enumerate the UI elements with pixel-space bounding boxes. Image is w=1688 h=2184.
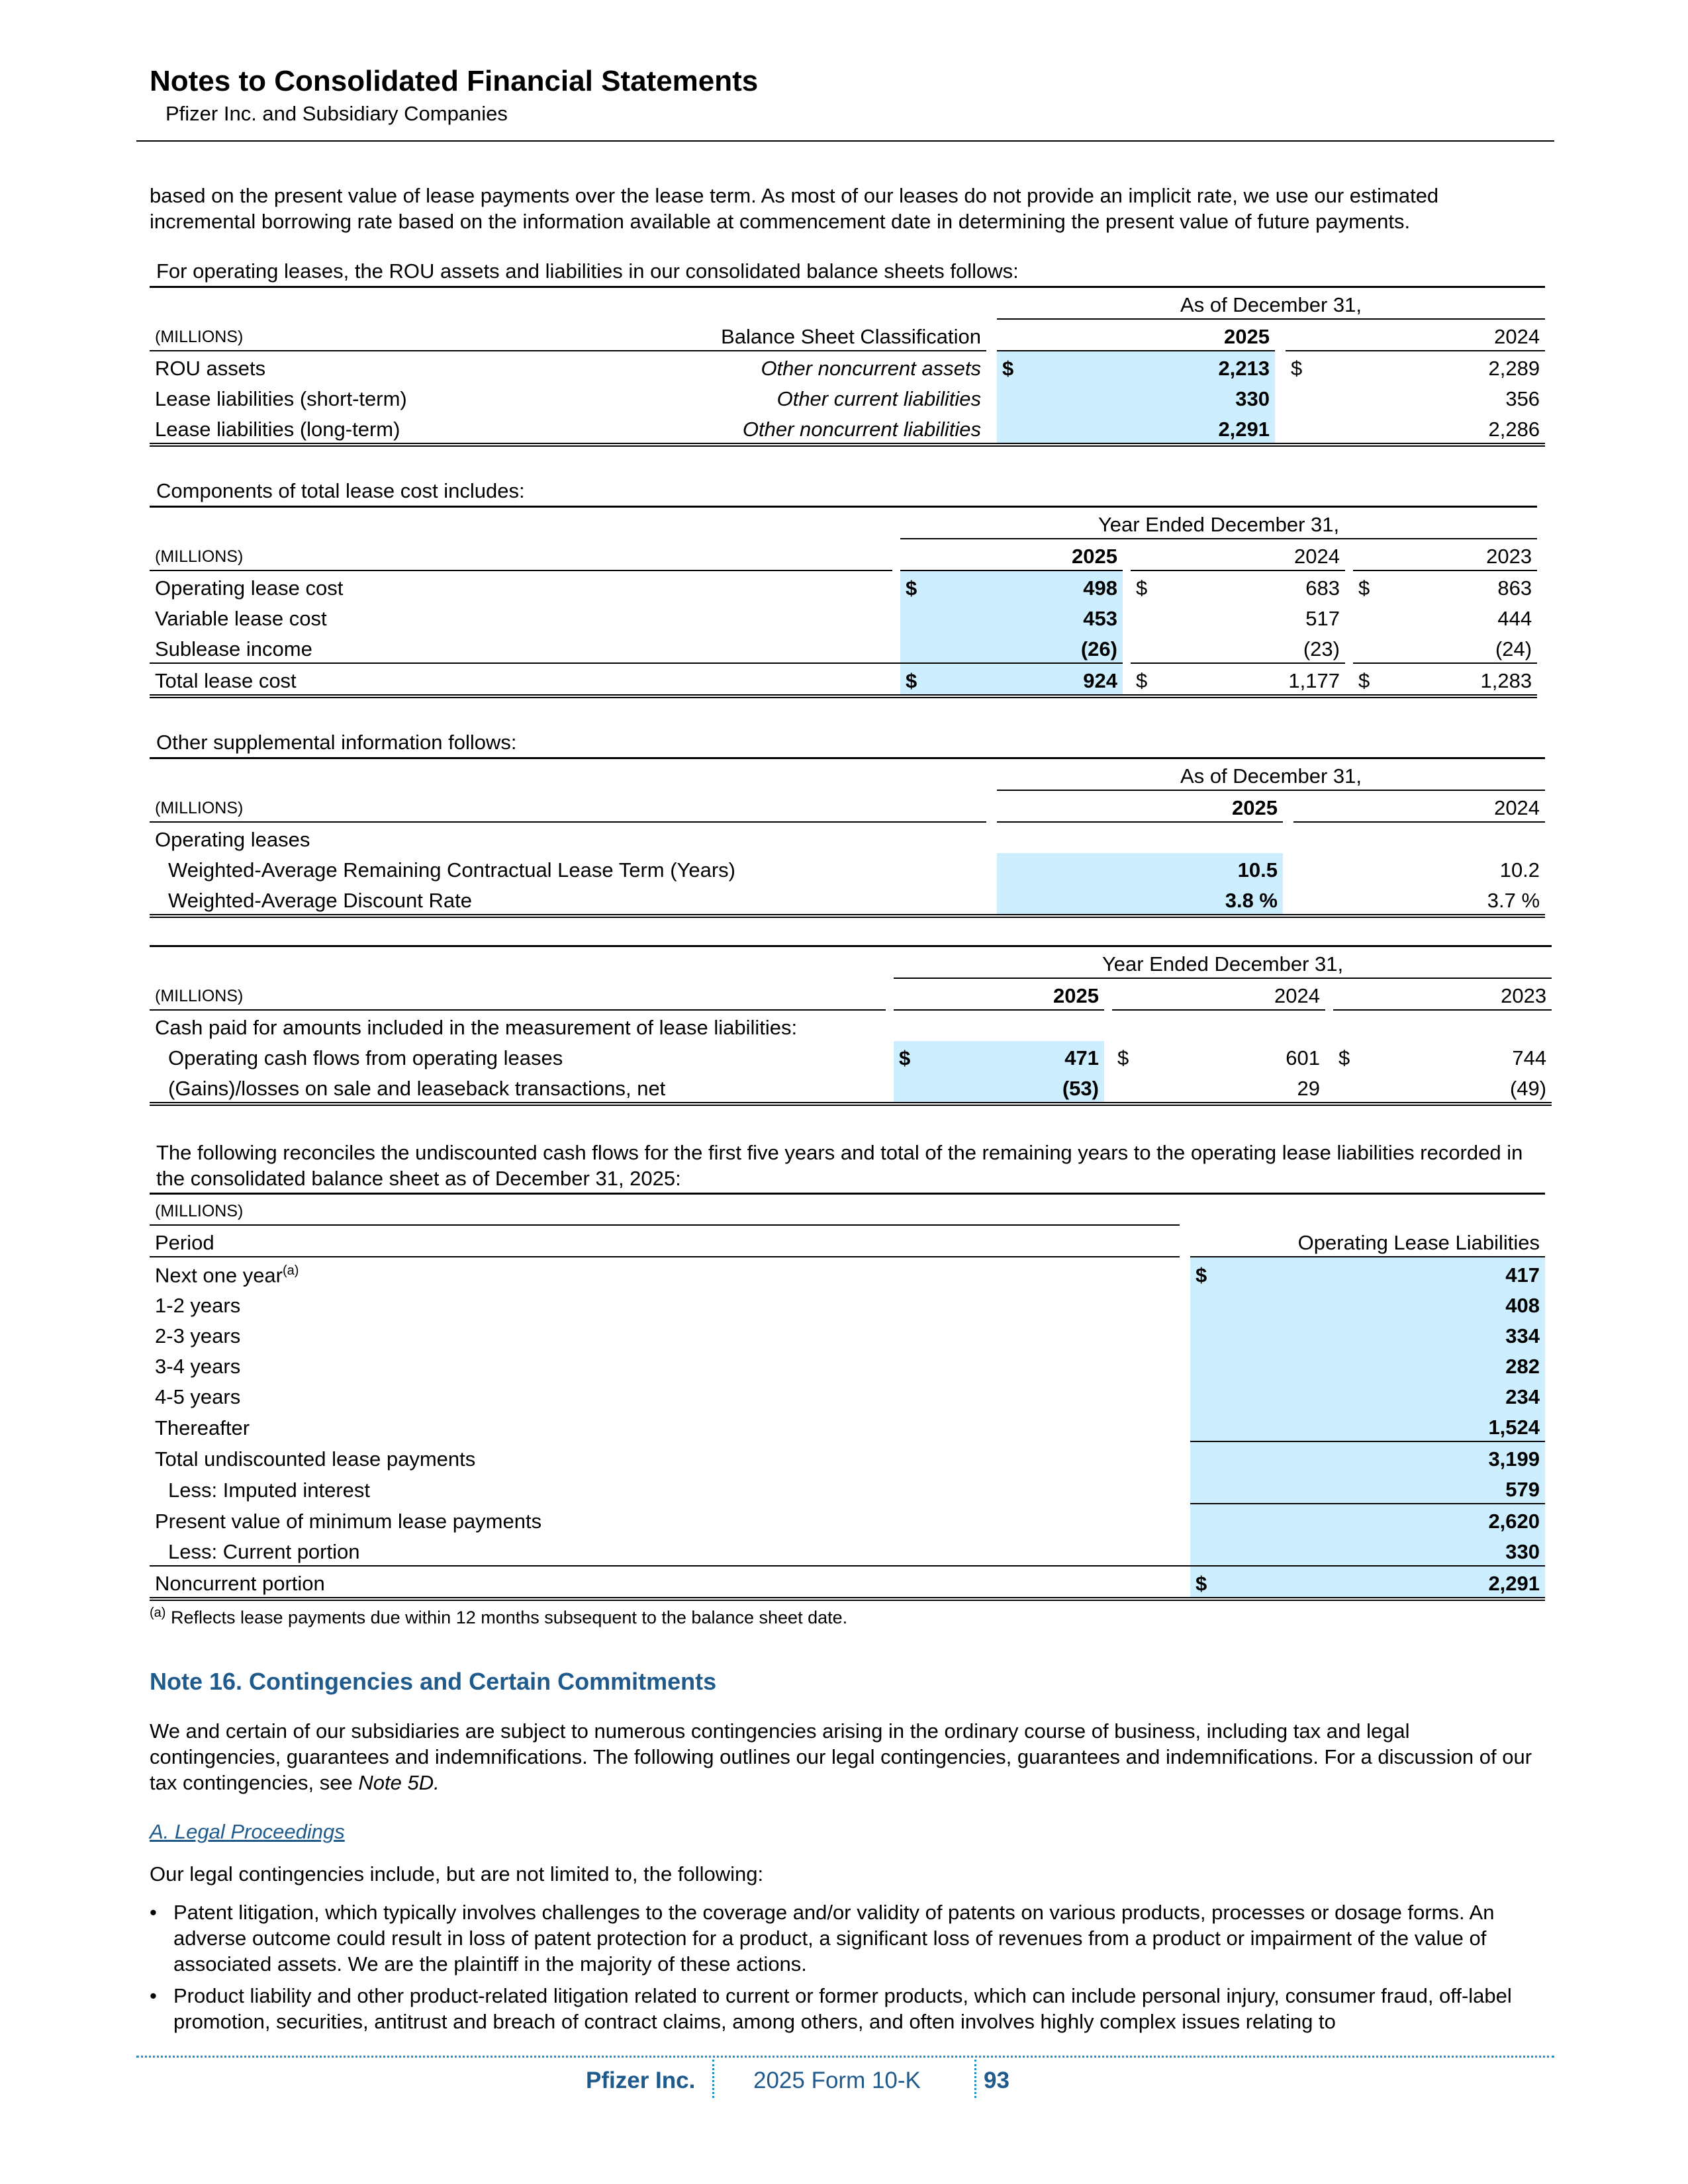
table4-millions-label: (MILLIONS) (150, 978, 886, 1010)
row-value: 3,199 (1221, 1441, 1545, 1473)
dollar-sign (1286, 412, 1316, 445)
table-row (150, 412, 1545, 445)
row-value: 579 (1221, 1473, 1545, 1504)
note16-paragraph-ref: Note 5D. (358, 1771, 440, 1794)
table1-header-row (150, 319, 1545, 351)
group-label: Operating leases (155, 828, 310, 851)
legal-proceedings-link[interactable]: A. Legal Proceedings (150, 1820, 345, 1843)
page-number: 93 (984, 2068, 1009, 2093)
row-classification: Other current liabilities (776, 387, 981, 410)
row-value: 408 (1221, 1289, 1545, 1319)
row-label: Lease liabilities (short-term) (155, 387, 407, 410)
dollar-sign: $ (1358, 669, 1370, 692)
dollar-sign: $ (1117, 1046, 1129, 1069)
table3-header-row (150, 790, 1545, 822)
footnote-marker: (a) (150, 1606, 166, 1620)
row-label: Noncurrent portion (150, 1566, 1180, 1599)
table-row (150, 382, 1545, 412)
table-row (150, 1289, 1545, 1319)
page-title: Notes to Consolidated Financial Statements (150, 65, 759, 97)
value-2023: 444 (1497, 607, 1532, 630)
value-2025: 2,213 (1027, 351, 1275, 382)
value-2023: 863 (1497, 576, 1532, 600)
row-label: Variable lease cost (155, 607, 327, 630)
dollar-sign (1286, 382, 1316, 412)
page-subtitle: Pfizer Inc. and Subsidiary Companies (165, 102, 508, 125)
footnote-text: Reflects lease payments due within 12 months subsequent to the balance sheet date. (170, 1608, 848, 1627)
row-label: Thereafter (155, 1416, 250, 1440)
table5-footnote (150, 1606, 847, 1628)
dollar-sign (997, 382, 1027, 412)
value-2023: (49) (1509, 1077, 1547, 1100)
table3-period-row (150, 758, 1545, 791)
row-label: Total lease cost (150, 663, 892, 696)
row-label: Present value of minimum lease payments (155, 1510, 542, 1533)
table3-year-2024: 2024 (1324, 790, 1545, 822)
value-2025: 2,291 (1027, 412, 1275, 445)
row-value: 2,291 (1221, 1566, 1545, 1599)
dollar-sign (997, 412, 1027, 445)
table4-header-row (150, 978, 1552, 1010)
table-row (150, 570, 1537, 602)
row-value: 417 (1221, 1257, 1545, 1289)
table4-year-2025: 2025 (924, 978, 1104, 1010)
list-item (150, 1899, 1546, 1977)
row-label: ROU assets (155, 357, 266, 380)
table-row (150, 351, 1545, 382)
table3-intro: Other supplemental information follows: (156, 731, 517, 754)
table2-year-2024: 2024 (1161, 539, 1345, 570)
table-row (150, 1041, 1552, 1071)
table3-period-header: As of December 31, (1180, 764, 1362, 788)
dollar-sign: $ (1291, 357, 1303, 380)
footer-separator (712, 2060, 714, 2098)
value-2023: (24) (1383, 632, 1537, 663)
value-2023: 744 (1512, 1046, 1547, 1069)
value-2024: 2,286 (1488, 418, 1540, 441)
row-label: Weighted-Average Discount Rate (168, 889, 472, 912)
dollar-sign: $ (1190, 1257, 1221, 1289)
table1-period-row (150, 287, 1545, 320)
value-2025: 498 (931, 570, 1123, 602)
row-label: Operating lease cost (155, 576, 344, 600)
supplemental-info-table (150, 757, 1545, 918)
value-2024: 601 (1286, 1046, 1320, 1069)
table4-period-header: Year Ended December 31, (1102, 952, 1344, 976)
table3-group-row (150, 822, 1545, 853)
table-row (150, 632, 1537, 663)
table5-millions-row (150, 1194, 1545, 1226)
table1-period-header: As of December 31, (1180, 293, 1362, 316)
table5-millions-label: (MILLIONS) (155, 1202, 244, 1220)
lease-liabilities-table (150, 1193, 1545, 1601)
value-2024: 29 (1297, 1077, 1320, 1100)
row-value: 234 (1221, 1380, 1545, 1410)
table4-group-row (150, 1010, 1552, 1041)
table1-intro: For operating leases, the ROU assets and liabilities in our consolidated balance sheets follows: (156, 259, 1019, 283)
table3-year-2025: 2025 (1027, 790, 1283, 822)
table-row (150, 602, 1537, 632)
table-row (150, 1566, 1545, 1599)
table2-intro: Components of total lease cost includes: (156, 479, 525, 502)
cash-paid-table (150, 945, 1552, 1106)
value-2024: 517 (1305, 607, 1340, 630)
table-row (150, 1071, 1552, 1104)
dollar-sign: $ (1190, 1566, 1221, 1599)
row-label: 1-2 years (155, 1294, 241, 1318)
table3-millions-label: (MILLIONS) (150, 790, 986, 822)
row-label: Total undiscounted lease payments (155, 1447, 476, 1471)
row-label: (Gains)/losses on sale and leaseback transactions, net (168, 1077, 666, 1100)
table-row (150, 663, 1537, 696)
list-item (150, 1983, 1546, 2034)
footer-divider (136, 2056, 1554, 2058)
dollar-sign: $ (894, 1041, 924, 1071)
footnote-marker: (a) (283, 1263, 299, 1278)
value-2025: 330 (1027, 382, 1275, 412)
table-row (150, 1473, 1545, 1504)
footer-form: 2025 Form 10-K (753, 2068, 921, 2093)
rou-assets-table (150, 286, 1545, 447)
table2-millions-label: (MILLIONS) (150, 539, 892, 570)
row-value: 334 (1221, 1319, 1545, 1349)
row-value: 2,620 (1221, 1504, 1545, 1535)
table1-classification-header: Balance Sheet Classification (633, 319, 986, 351)
row-label: Less: Current portion (168, 1540, 360, 1564)
bullet-text: Product liability and other product-related litigation related to current or former products, which can include personal injury, consumer fraud, off-label promotion, securities, antitrust and breach of contract claims, among others, and often involves highly complex issues relating to (173, 1984, 1512, 2033)
intro-paragraph: based on the present value of lease payments over the lease term. As most of our leases do not provide an implicit rate, we use our estimated incremental borrowing rate based on the information available at commencement date in determining the present value of future payments. (150, 184, 1439, 233)
row-value: 1,524 (1221, 1410, 1545, 1441)
table-row (150, 1441, 1545, 1473)
value-2023: 1,283 (1480, 669, 1532, 692)
table2-year-2025: 2025 (931, 539, 1123, 570)
note16-paragraph (150, 1718, 1544, 1796)
table1-year-2024: 2024 (1316, 319, 1545, 351)
value-2025: 453 (931, 602, 1123, 632)
row-label: 3-4 years (155, 1355, 241, 1379)
row-value: 282 (1221, 1349, 1545, 1380)
note16-paragraph-text: We and certain of our subsidiaries are subject to numerous contingencies arising in the ordinary course of business, including tax and legal contingencies, guarantees and indemnifications. The following outlines our legal contingencies, guarantees and indemnifications. For a discussion of our tax contingencies, see (150, 1719, 1532, 1794)
row-value: 330 (1221, 1535, 1545, 1566)
table2-period-header: Year Ended December 31, (1098, 513, 1340, 536)
first-row-label: Next one year (155, 1263, 283, 1287)
dollar-sign: $ (900, 570, 931, 602)
dollar-sign: $ (1358, 576, 1370, 600)
header-divider (136, 140, 1554, 142)
table4-period-row (150, 946, 1552, 979)
bullet-marker: • (150, 1984, 157, 2007)
value-2024: 683 (1305, 576, 1340, 600)
value-2025: (26) (931, 632, 1123, 663)
table1-year-2025: 2025 (1027, 319, 1275, 351)
table-row (150, 1380, 1545, 1410)
table-row (150, 1257, 1545, 1289)
bullet-marker: • (150, 1901, 157, 1924)
table2-header-row (150, 539, 1537, 570)
table-row (150, 1349, 1545, 1380)
table4-year-2024: 2024 (1143, 978, 1325, 1010)
table-row (150, 1504, 1545, 1535)
table-row (150, 853, 1545, 884)
table2-period-row (150, 507, 1537, 539)
dollar-sign: $ (1136, 669, 1148, 692)
value-2024: (23) (1161, 632, 1345, 663)
row-classification: Other noncurrent liabilities (742, 418, 981, 441)
row-label: 4-5 years (155, 1385, 241, 1409)
dollar-sign: $ (900, 663, 931, 696)
note16-title: Note 16. Contingencies and Certain Commitments (150, 1668, 717, 1695)
value-2024: 2,289 (1488, 357, 1540, 380)
table-row (150, 1410, 1545, 1441)
table-row (150, 884, 1545, 916)
legal-intro: Our legal contingencies include, but are not limited to, the following: (150, 1862, 764, 1886)
row-label: Operating cash flows from operating leases (168, 1046, 563, 1069)
value-2025: 3.8 % (1027, 884, 1283, 916)
table5-period-label: Period (150, 1225, 1180, 1257)
row-label: 2-3 years (155, 1324, 241, 1348)
value-2025: 924 (931, 663, 1123, 696)
footer-company: Pfizer Inc. (586, 2068, 696, 2093)
table2-year-2023: 2023 (1383, 539, 1537, 570)
table5-value-header: Operating Lease Liabilities (1221, 1225, 1545, 1257)
table-row (150, 1535, 1545, 1566)
row-label (150, 1257, 1180, 1289)
value-2025: 471 (924, 1041, 1104, 1071)
table4-year-2023: 2023 (1364, 978, 1552, 1010)
value-2024: 10.2 (1499, 858, 1540, 882)
lease-cost-table (150, 506, 1537, 698)
value-2025: (53) (924, 1071, 1104, 1104)
value-2024: 3.7 % (1487, 889, 1540, 912)
value-2024: 356 (1505, 387, 1540, 410)
row-label: Sublease income (155, 637, 312, 660)
dollar-sign: $ (1136, 576, 1148, 600)
table1-millions-label: (MILLIONS) (150, 319, 633, 351)
table5-header-row (150, 1225, 1545, 1257)
value-2024: 1,177 (1288, 669, 1340, 692)
group-label: Cash paid for amounts included in the measurement of lease liabilities: (155, 1016, 798, 1039)
row-label: Lease liabilities (long-term) (155, 418, 400, 441)
dollar-sign: $ (1338, 1046, 1350, 1069)
row-label: Weighted-Average Remaining Contractual Lease Term (Years) (168, 858, 735, 882)
dollar-sign: $ (997, 351, 1027, 382)
value-2025: 10.5 (1027, 853, 1283, 884)
row-classification: Other noncurrent assets (761, 357, 981, 380)
table5-intro: The following reconciles the undiscounted cash flows for the first five years and total of the remaining years to the operating lease liabilities recorded in the consolidated balance sheet as of December 31, 2025: (156, 1141, 1523, 1190)
row-label: Less: Imputed interest (168, 1479, 370, 1502)
table-row (150, 1319, 1545, 1349)
footer-separator (974, 2060, 976, 2098)
bullet-text: Patent litigation, which typically involves challenges to the coverage and/or validity of patents on various products, processes or dosage forms. An adverse outcome could result in loss of patent protection for a product, a significant loss of revenues from a product or impairment of the value of associated assets. We are the plaintiff in the majority of these actions. (173, 1901, 1495, 1976)
